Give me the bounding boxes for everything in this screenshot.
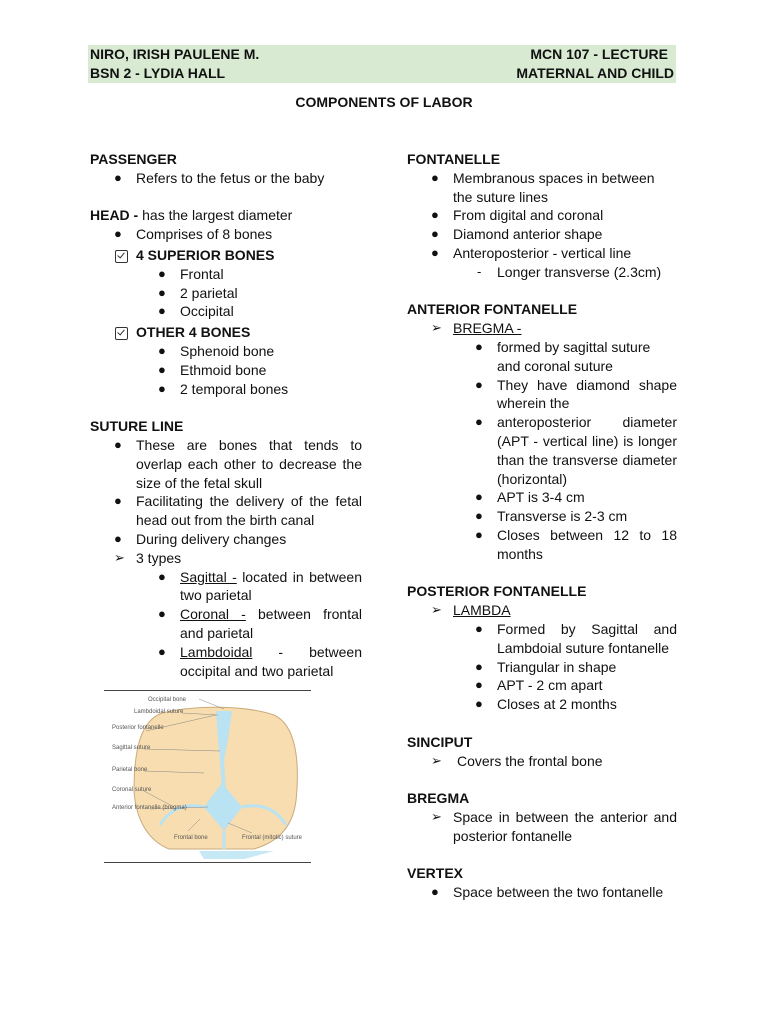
vertex-heading: VERTEX <box>407 865 464 882</box>
label-frontal-suture: Frontal (mitotic) suture <box>242 835 303 841</box>
passenger-heading: PASSENGER <box>90 151 177 167</box>
list-item: ● From digital and coronal <box>431 207 604 224</box>
arrow-bullet-icon: ➢ <box>431 602 442 618</box>
label-coronal: Coronal suture <box>112 787 152 793</box>
list-item: ➢ LAMBDA <box>431 602 511 619</box>
left-column <box>90 150 362 680</box>
list-item: ➢ Space in between the anterior and posterior fontanelle <box>431 808 677 844</box>
list-item: ● These are bones that tends to overlap each other to decrease the size of the fetal skull <box>114 436 362 491</box>
list-item: ● Membranous spaces in between the suture lines <box>431 169 655 205</box>
fetal-skull-diagram <box>104 690 311 863</box>
label-parietal: Parietal bone <box>112 767 148 773</box>
right-column <box>407 150 677 902</box>
list-item: ● Transverse is 2-3 cm <box>475 508 628 525</box>
header-row-1 <box>88 45 676 64</box>
list-item: ➢ Covers the frontal bone <box>431 752 603 769</box>
suture-type: ● Coronal - between frontal and parietal <box>158 606 362 641</box>
list-item: ➢ BREGMA - <box>431 320 522 337</box>
label-posterior: Posterior fontanelle <box>112 725 164 731</box>
student-section: BSN 2 - LYDIA HALL <box>90 65 226 81</box>
list-item: ● Closes between 12 to 18 months <box>475 526 677 562</box>
list-item: ● During delivery changes <box>114 530 287 547</box>
student-name: NIRO, IRISH PAULENE M. <box>90 46 260 62</box>
arrow-bullet-icon: ➢ <box>114 549 125 565</box>
course-code: MCN 107 - LECTURE <box>530 46 668 62</box>
list-item: ● Space between the two fontanelle <box>431 884 664 901</box>
list-item: ● Ethmoid bone <box>158 361 267 378</box>
checklist-other: OTHER 4 BONES <box>90 323 362 342</box>
suture-heading: SUTURE LINE <box>90 418 184 435</box>
arrow-bullet-icon: ➢ <box>431 320 442 336</box>
checkbox-checked-icon <box>115 250 128 263</box>
list-item: ● They have diamond shape wherein the <box>475 376 677 412</box>
list-item: - Longer transverse (2.3cm) <box>477 263 662 280</box>
list-item: ● Comprises of 8 bones <box>114 226 273 243</box>
label-sagittal: Sagittal suture <box>112 745 151 751</box>
anterior-heading: ANTERIOR FONTANELLE <box>407 301 578 318</box>
head-line: HEAD - has the largest diameter <box>90 207 293 224</box>
list-item: ● formed by sagittal suture and coronal suture <box>475 338 651 374</box>
skull-illustration <box>104 691 311 859</box>
list-item: ● Occipital <box>158 303 234 320</box>
list-item: ➢ 3 types <box>114 549 182 566</box>
course-subject: MATERNAL AND CHILD <box>516 65 674 81</box>
header-row-2 <box>88 64 676 83</box>
checklist-superior: 4 SUPERIOR BONES <box>90 246 362 265</box>
list-item: ● Refers to the fetus or the baby <box>114 169 325 186</box>
checkbox-checked-icon <box>115 327 128 340</box>
list-item: ● APT is 3-4 cm <box>475 489 585 506</box>
sinciput-heading: SINCIPUT <box>407 733 473 750</box>
label-lambdoidal: Lambdoidal suture <box>134 709 184 715</box>
page-title: COMPONENTS OF LABOR <box>295 94 473 110</box>
list-item: ● Anteroposterior - vertical line <box>431 244 632 261</box>
list-item: ● Formed by Sagittal and Lambdoial suture fontanelle <box>475 620 677 656</box>
list-item: ● Sphenoid bone <box>158 342 275 359</box>
fontanelle-heading: FONTANELLE <box>407 151 501 167</box>
base-accent <box>199 851 274 859</box>
arrow-bullet-icon: ➢ <box>431 752 442 768</box>
bregma-heading: BREGMA <box>407 790 470 807</box>
list-item: ● 2 parietal <box>158 284 238 301</box>
suture-type: ● Sagittal - located in between two parietal <box>158 568 363 604</box>
list-item: ● Triangular in shape <box>475 658 617 675</box>
list-item: ● Diamond anterior shape <box>431 226 603 243</box>
suture-type: ● Lambdoidal - between occipital and two parietal <box>158 643 362 679</box>
list-item: ● 2 temporal bones <box>158 380 289 397</box>
arrow-bullet-icon: ➢ <box>431 808 442 824</box>
label-frontal: Frontal bone <box>174 835 208 841</box>
label-anterior: Anterior fontanelle (bregma) <box>112 805 187 811</box>
list-item: ● anteroposterior diameter (APT - vertical line) is longer than the transverse diameter (horizontal) <box>475 414 677 487</box>
posterior-heading: POSTERIOR FONTANELLE <box>407 583 587 600</box>
list-item: ● Closes at 2 months <box>475 696 617 713</box>
label-occipital: Occipital bone <box>148 697 187 703</box>
list-item: ● Facilitating the delivery of the fetal head out from the birth canal <box>114 493 362 529</box>
list-item: ● Frontal <box>158 265 224 282</box>
list-item: ● APT - 2 cm apart <box>475 677 603 694</box>
